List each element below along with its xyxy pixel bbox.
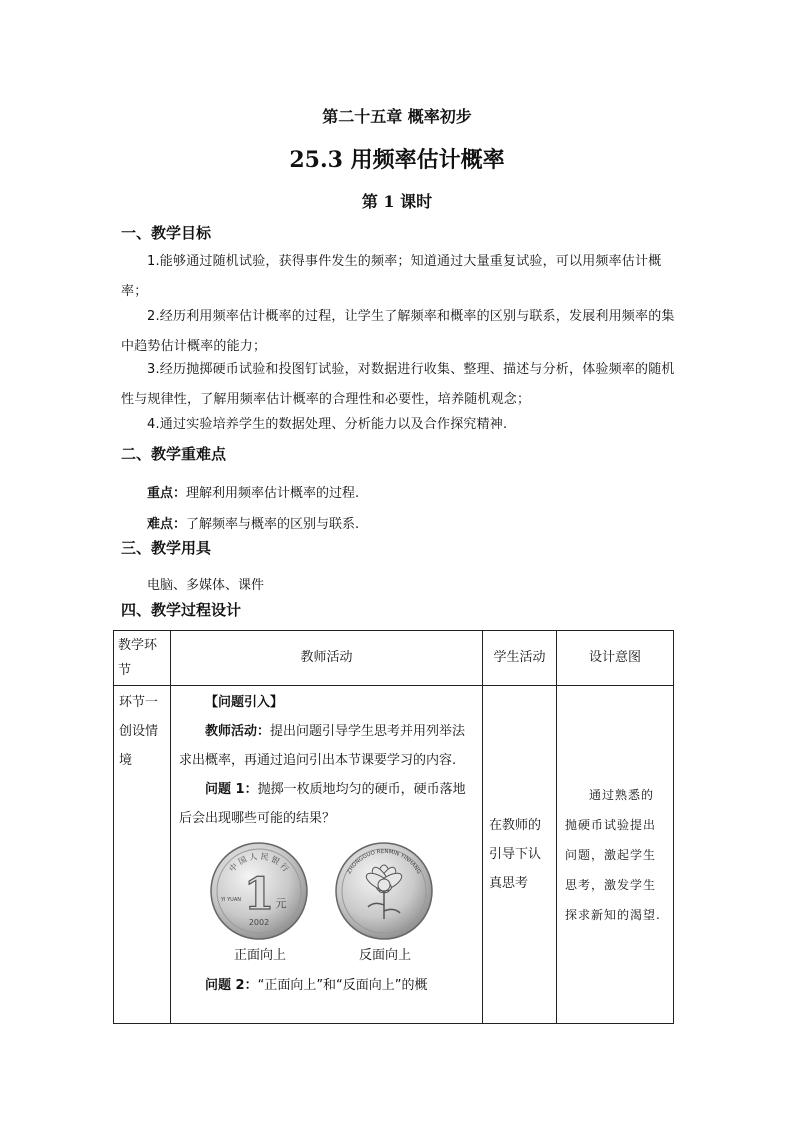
- coin-front-value: 1: [243, 869, 275, 920]
- coin-front-pinyin: YI YUAN: [221, 897, 241, 903]
- page-title: 25.3 用频率估计概率: [289, 147, 505, 173]
- coin-back-text: ZHONGGUO RENMIN YINHANG: [346, 848, 422, 876]
- difficulty-label: 难点：: [147, 517, 187, 532]
- coin-back-image: [334, 841, 434, 952]
- coin-images: [179, 841, 474, 941]
- stage-cell: 环节一创设情境: [114, 686, 171, 1024]
- section-keypoints-heading: 二、教学重难点: [121, 445, 227, 463]
- objective-2: 2.经历利用频率估计概率的过程，让学生了解频率和概率的区别与联系，发展利用频率的集中趋势估计概率的能力；: [121, 309, 675, 354]
- coin-front-year: 2002: [248, 918, 270, 927]
- key-point-text: 理解利用频率估计概率的过程.: [186, 486, 360, 501]
- coin-front-caption: 正面向上: [234, 948, 287, 963]
- chapter-title: 第二十五章 概率初步: [322, 107, 472, 126]
- header-student: 学生活动: [483, 631, 557, 686]
- coin-front-image: [209, 841, 309, 952]
- teacher-text: 提出问题引导学生思考并用列举法求出概率，再通过追问引出本节课要学习的内容.: [179, 724, 466, 768]
- objective-3: 3.经历抛掷硬币试验和投图钉试验，对数据进行收集、整理、描述与分析，体验频率的随机性与规律性，了解用频率估计概率的合理性和必要性，培养随机观念；: [121, 362, 675, 407]
- table-header-row: [114, 631, 674, 686]
- question1-label: 问题 1：: [205, 782, 258, 797]
- question1-text: 抛掷一枚质地均匀的硬币，硬币落地后会出现哪些可能的结果？: [179, 782, 466, 826]
- intro-label: 【问题引入】: [205, 695, 284, 710]
- section-process-heading: 四、教学过程设计: [121, 601, 242, 619]
- objective-4: 4.通过实验培养学生的数据处理、分析能力以及合作探究精神.: [147, 417, 508, 432]
- student-activity-cell: 在教师的引导下认真思考: [483, 686, 557, 1024]
- coin-front-top-text: 中 国 人 民 银 行: [227, 851, 291, 874]
- coin-back-caption: 反面向上: [359, 948, 412, 963]
- key-point-label: 重点：: [147, 486, 187, 501]
- coin-captions: [179, 941, 474, 971]
- section-objectives-heading: 一、教学目标: [121, 224, 212, 242]
- lesson-title: 第 1 课时: [361, 192, 433, 211]
- coin-front-unit: 元: [275, 897, 287, 910]
- process-table: [113, 630, 674, 1024]
- question2-label: 问题 2：: [205, 978, 258, 993]
- header-stage: 教学环节: [114, 631, 171, 686]
- design-intent-cell: 通过熟悉的抛硬币试验提出问题，激起学生思考，激发学生探求新知的渴望.: [557, 686, 674, 1024]
- question2-text: “正面向上”和“反面向上”的概: [257, 978, 428, 993]
- section-tools-heading: 三、教学用具: [121, 539, 212, 557]
- teacher-activity-cell: [171, 686, 483, 1024]
- key-point: [147, 482, 359, 501]
- objective-1: 1.能够通过随机试验，获得事件发生的频率；知道通过大量重复试验，可以用频率估计概率；: [121, 254, 662, 299]
- tools-text: 电脑、多媒体、课件: [147, 578, 265, 593]
- difficulty-point: [147, 513, 359, 532]
- header-intent: 设计意图: [557, 631, 674, 686]
- difficulty-text: 了解频率与概率的区别与联系.: [186, 517, 360, 532]
- teacher-label: 教师活动：: [205, 724, 271, 739]
- header-teacher: 教师活动: [171, 631, 483, 686]
- table-row: [114, 686, 674, 1024]
